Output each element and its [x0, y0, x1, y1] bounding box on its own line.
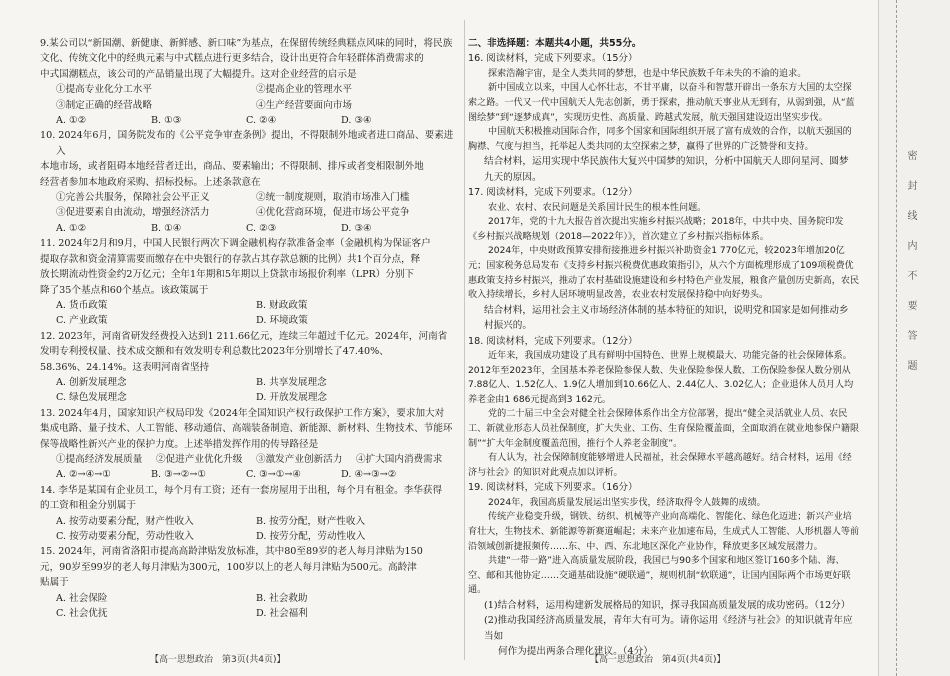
task-text: 结合材料，运用社会主义市场经济体制的基本特征的知识，说明党和国家是如何推动乡 村振兴的。	[484, 304, 849, 332]
question-stem: 10. 2024年6月，国务院发布的《公平竞争审查条例》提出，不得限制外地或者进口商品、要素进入 本地市场，或者阻碍本地经营者迁出，商品、要素输出；不得限制、排斥或者变相限制外地 经营者参加本地政府采购、招标投标。上述条款意在	[40, 130, 454, 188]
material-paragraph: 2024年，我国高质量发展运出坚实步伐，经济取得令人鼓舞的成绩。	[488, 497, 766, 508]
answer-choices: A. 社会保险 B. 社会救助 C. 社会优抚 D. 社会福利	[56, 592, 308, 620]
question-stem: 9.某公司以“新国潮、新健康、新鲜感、新口味”为基点，在保留传统经典糕点风味的同时，将民族 文化、传统文化中的经典元素与中式糕点进行更多结合，设计出更符合年轻群体消费需求的 中式国潮糕点，该公司的产品销量出现了大幅提升。这对企业经营的启示是	[40, 38, 453, 80]
material-paragraph: 党的二十届三中全会对健全社会保障体系作出全方位部署，提出“健全灵活就业人员、农民工、新就业形态人员社保制度，扩大失业、工伤、生育保险覆盖面，全面取消在就业地参保户籍限制”“扩大年金制度覆盖范围，推行个人养老金制度”。	[468, 409, 860, 449]
material-paragraph: 农业、农村、农民问题是关系国计民生的根本性问题。	[488, 202, 707, 213]
question-stem: 11. 2024年2月和9月，中国人民银行两次下调金融机构存款准备金率（金融机构为保证客户 提取存款和资金清算需要而缴存在中央银行的存款占其存款总额的比例）共1个百分点，释 放长期流动性资金约2万亿元；全年1年期和5年期以上贷款市场报价利率（LPR）分别下 降了35个基点和60个基点。该政策属于	[40, 238, 431, 296]
column-divider	[464, 20, 465, 660]
material-paragraph: 新中国成立以来，中国人心怀壮志，不甘平庸，以奋斗和智慧开辟出一条东方大国的太空探索之路。一代又一代中国航天人先志创新，勇于探索，推动航天事业从无到有，从弱到强，从“蓝图绘梦”到“逐梦成真”，实现历史性、高质量、跨越式发展，航天强国建设迈出坚实步伐。	[468, 83, 855, 123]
task-text: 结合材料，运用实现中华民族伟大复兴中国梦的知识，分析中国航天人即问星河、圆梦 九天的原因。	[484, 156, 849, 183]
task-list: (1)结合材料，运用构建新发展格局的知识，探寻我国高质量发展的成功密码。（12分） (2)推动我国经济高质量发展，青年大有可为。请你运用《经济与社会》的知识就青年应当如 何作为提出两条合理化建议。（4分）	[484, 599, 853, 658]
page-footer-left: 【高一思想政治 第3页(共4页)】	[150, 655, 286, 665]
material-paragraph: 中国航天积极推动国际合作，同多个国家和国际组织开展了富有成效的合作，以航天强国的胸襟、气度与担当，托举起人类共同的太空探索之梦，赢得了世界的广泛赞誉和支持。	[468, 127, 852, 152]
material-paragraph: 2017年，党的十九大报告首次提出实施乡村振兴战略；2018年，中共中央、国务院印发《乡村振兴战略规划（2018—2022年）》，首次建立了乡村振兴指标体系。	[468, 217, 844, 242]
question-head: 18. 阅读材料，完成下列要求。（12分）	[468, 335, 638, 347]
material-paragraph: 2024年，中央财政预算安排衔接推进乡村振兴补助资金1 770亿元，较2023年增加20亿元；国家税务总局发布《支持乡村振兴税费优惠政策指引》，从六个方面梳理形成了109项税费优惠政策支持乡村振兴，推动了农村基础设施建设和乡村特色产业发展，粮食产量创历史新高，农民收入持续增长，乡村人居环境明显改善，农业农村发展保持稳中向好势头。	[468, 246, 860, 301]
seal-line	[896, 0, 897, 676]
question-stem: 12. 2023年，河南省研发经费投入达到1 211.66亿元，连续三年超过千亿元。2024年，河南省 发明专利授权量、技术成交额和有效发明专利总数比2023年分别增长了47.40%、 58.36%、24.14%。这表明河南省坚持	[40, 330, 448, 373]
statement-items: ①完善公共服务，保障社会公平正义 ②统一制度规则，取消市场准入门槛 ③促进要素自由流动，增强经济活力 ④优化营商环境，促进市场公平竞争	[56, 192, 410, 219]
question-stem: 13. 2024年4月，国家知识产权局印发《2024年全国知识产权行政保护工作方案》，要求加大对 集成电路、量子技术、人工智能、移动通信、高端装备制造、新能源、新材料、生物技术、节能环 保等战略性新兴产业的保护力度。上述举措发挥作用的传导路径是	[40, 407, 453, 450]
question-head: 19. 阅读材料，完成下列要求。（16分）	[468, 482, 638, 494]
question-17	[468, 185, 860, 333]
answer-choices: A. ①② B. ①④ C. ②③ D. ③④	[56, 222, 372, 234]
material-paragraph: 传统产业稳变升级，钢铁、纺织、机械等产业向高端化、智能化、绿色化迈进；新兴产业培育壮大，生物技术、新能源等新赛道崛起；未来产业加速布局，生成式人工智能、人形机器人等前沿领域创新捷报频传……东、中、西、东北地区深化产业协作，释放更多区域发展潜力。	[468, 512, 860, 552]
answer-choices: A. ②→④→① B. ③→②→① C. ③→①→④ D. ④→③→②	[56, 469, 397, 481]
right-column	[468, 36, 860, 660]
material-paragraph: 有人认为，社会保障制度能够增进人民福祉，社会保障水平越高越好。结合材料，运用《经济与社会》的知识对此观点加以评析。	[468, 453, 852, 478]
question-head: 16. 阅读材料，完成下列要求。（15分）	[468, 53, 638, 65]
question-18	[468, 334, 860, 481]
question-19	[468, 480, 860, 659]
question-11	[40, 236, 460, 328]
question-stem: 15. 2024年，河南省洛阳市提高高龄津贴发放标准，其中80至89岁的老人每月津贴为150 元，90岁至99岁的老人每月津贴为300元，100岁以上的老人每月津贴为500元。高龄津 贴属于	[40, 546, 423, 589]
question-14	[40, 483, 460, 545]
question-head: 17. 阅读材料，完成下列要求。（12分）	[468, 187, 638, 199]
question-15	[40, 544, 460, 621]
question-10	[40, 128, 460, 236]
path-items: ①提高经济发展质量 ②促进产业优化升级 ③激发产业创新活力 ④扩大国内消费需求	[56, 453, 443, 465]
question-stem: 14. 李华是某国有企业员工，每个月有工资；还有一套房屋用于出租，每个月有租金。李华获得 的工资和租金分别属于	[40, 484, 443, 512]
answer-choices: A. ①② B. ①③ C. ②④ D. ③④	[56, 115, 372, 127]
answer-choices: A. 创新发展理念 B. 共享发展理念 C. 绿色发展理念 D. 开放发展理念	[56, 376, 328, 404]
question-13	[40, 406, 460, 483]
answer-choices: A. 按劳动要素分配，财产性收入 B. 按劳分配，财产性收入 C. 按劳动要素分配，劳动性收入 D. 按劳分配，劳动性收入	[56, 515, 366, 542]
question-9	[40, 36, 460, 128]
question-12	[40, 329, 460, 406]
answer-choices: A. 货币政策 B. 财政政策 C. 产业政策 D. 环境政策	[56, 299, 308, 327]
material-paragraph: 共建“一带一路”进入高质量发展阶段，我国已与90多个国家和地区签订160多个陆、海、空、邮和其他协定……交通基础设施“硬联通”，规则机制“软联通”，让国内国际两个市场更好联通。	[468, 556, 851, 596]
question-16	[468, 51, 860, 185]
left-column	[40, 36, 460, 621]
page-footer-right: 【高一思想政治 第4页(共4页)】	[590, 655, 726, 665]
material-paragraph: 探索浩瀚宇宙，是全人类共同的梦想，也是中华民族数千年未失的不渝的追求。	[488, 68, 807, 79]
statement-items: ①提高专业化分工水平 ②提高企业的管理水平 ③制定正确的经营战略 ④生产经营要面向市场	[56, 84, 352, 111]
section-title: 二、非选择题：本题共4小题，共55分。	[468, 38, 642, 49]
seal-line-notice: 密封线内不要答题	[905, 150, 916, 390]
material-paragraph: 近年来，我国成功建设了具有鲜明中国特色、世界上规模最大、功能完备的社会保障体系。2012年至2023年，全国基本养老保险参保人数、失业保险参保人数、工伤保险参保人数分别从7.88亿人、1.52亿人、1.9亿人增加到10.66亿人、2.44亿人、3.02亿人；企业退休人员月人均养老金由1 686元提高到3 162元。	[468, 350, 854, 405]
